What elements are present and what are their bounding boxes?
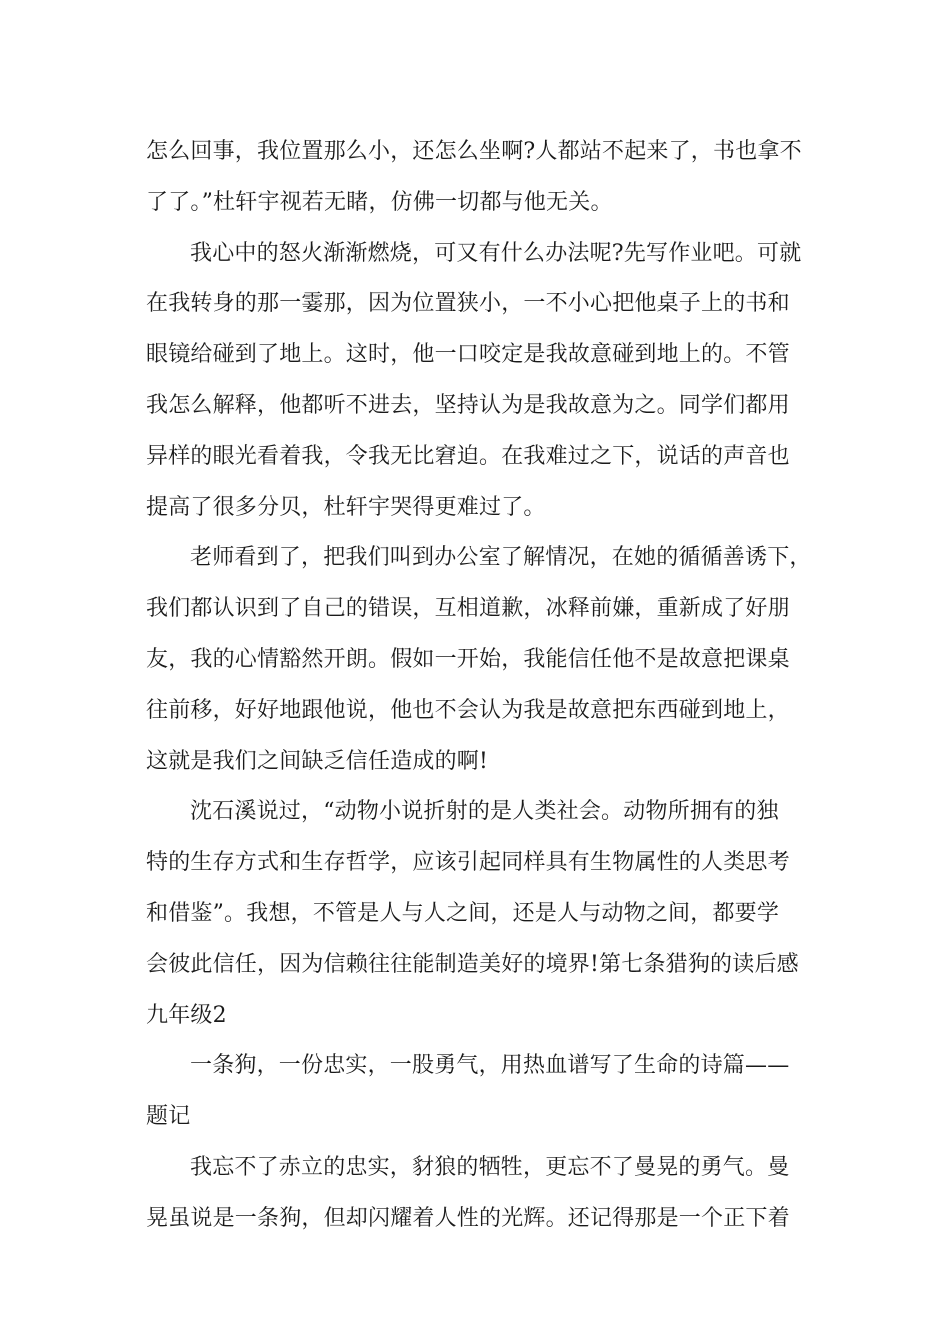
text-line: 往前移，好好地跟他说，他也不会认为我是故意把东西碰到地上， — [146, 697, 790, 723]
text-line: 了了。”杜轩宇视若无睹，仿佛一切都与他无关。 — [146, 189, 613, 215]
text-line: 我忘不了赤立的忠实，豺狼的牺牲，更忘不了曼晃的勇气。曼 — [190, 1154, 790, 1180]
text-line: 我心中的怒火渐渐燃烧，可又有什么办法呢?先写作业吧。可就 — [190, 240, 802, 266]
text-line: 眼镜给碰到了地上。这时，他一口咬定是我故意碰到地上的。不管 — [146, 342, 790, 368]
text-line: 和借鉴”。我想，不管是人与人之间，还是人与动物之间，都要学 — [146, 900, 780, 926]
text-line: 一条狗，一份忠实，一股勇气，用热血谱写了生命的诗篇—— — [190, 1053, 790, 1079]
text-line: 这就是我们之间缺乏信任造成的啊! — [146, 748, 489, 774]
text-line: 我怎么解释，他都听不进去，坚持认为是我故意为之。同学们都用 — [146, 392, 790, 418]
text-line: 老师看到了，把我们叫到办公室了解情况，在她的循循善诱下， — [190, 545, 812, 571]
text-line: 提高了很多分贝，杜轩宇哭得更难过了。 — [146, 494, 546, 520]
text-line: 会彼此信任，因为信赖往往能制造美好的境界!第七条猎狗的读后感 — [146, 951, 799, 977]
text-line: 我们都认识到了自己的错误，互相道歉，冰释前嫌，重新成了好朋 — [146, 596, 790, 622]
text-line: 题记 — [146, 1104, 191, 1130]
text-line: 在我转身的那一霎那，因为位置狭小，一不小心把他桌子上的书和 — [146, 291, 790, 317]
text-line: 晃虽说是一条狗，但却闪耀着人性的光辉。还记得那是一个正下着 — [146, 1205, 790, 1231]
text-line: 沈石溪说过，“动物小说折射的是人类社会。动物所拥有的独 — [190, 799, 779, 825]
text-line: 特的生存方式和生存哲学，应该引起同样具有生物属性的人类思考 — [146, 850, 790, 876]
text-line: 怎么回事，我位置那么小，还怎么坐啊?人都站不起来了，书也拿不 — [146, 139, 802, 164]
text-line: 友，我的心情豁然开朗。假如一开始，我能信任他不是故意把课桌 — [146, 646, 790, 672]
text-line: 九年级2 — [146, 1002, 227, 1028]
document-body — [146, 127, 812, 1245]
text-line: 异样的眼光看着我，令我无比窘迫。在我难过之下，说话的声音也 — [146, 443, 790, 469]
